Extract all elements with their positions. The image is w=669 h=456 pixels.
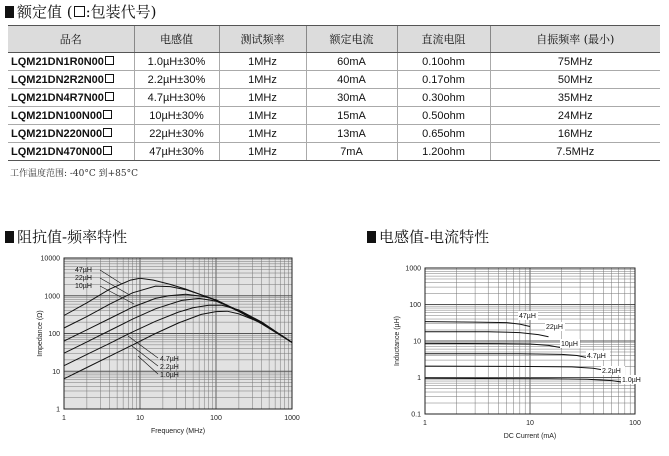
series-label: 22µH bbox=[546, 324, 563, 331]
cell-text: 35MHz bbox=[557, 91, 593, 104]
table-cell bbox=[134, 53, 219, 71]
series-label: 2.2µH bbox=[160, 364, 179, 371]
section-title-impedance bbox=[5, 226, 127, 247]
series-label: 47µH bbox=[75, 267, 92, 274]
table-cell bbox=[219, 89, 306, 107]
ratings-title-suffix: :包装代号) bbox=[85, 3, 157, 21]
y-axis-label: Impedance (Ω) bbox=[37, 310, 44, 357]
part-number-cell bbox=[8, 53, 134, 71]
series-label: 1.0µH bbox=[160, 372, 179, 379]
table-cell bbox=[134, 71, 219, 89]
column-header: 测试频率 bbox=[219, 26, 306, 53]
package-code-square bbox=[103, 146, 112, 155]
section-marker bbox=[5, 6, 14, 18]
cell-text: 4.7µH±30% bbox=[147, 91, 206, 104]
part-number-cell bbox=[8, 125, 134, 143]
cell-text: 1MHz bbox=[248, 145, 277, 158]
cell-text: 50MHz bbox=[557, 73, 593, 86]
cell-text: 0.50ohm bbox=[422, 109, 465, 122]
cell-text: 75MHz bbox=[557, 55, 593, 68]
section-marker bbox=[367, 231, 376, 243]
part-number-cell bbox=[8, 71, 134, 89]
cell-text: 24MHz bbox=[557, 109, 593, 122]
column-header: 电感值 bbox=[134, 26, 219, 53]
y-tick-label: 0.1 bbox=[411, 411, 421, 419]
cell-text: 40mA bbox=[337, 73, 366, 86]
table-row bbox=[8, 71, 660, 89]
table-cell bbox=[306, 107, 397, 125]
package-code-square bbox=[74, 6, 85, 17]
y-axis-label: Inductance (µH) bbox=[394, 316, 401, 366]
table-cell bbox=[397, 107, 490, 125]
package-code-square bbox=[105, 92, 114, 101]
cell-text: 30mA bbox=[337, 91, 366, 104]
cell-text: 2.2µH±30% bbox=[147, 73, 206, 86]
x-tick-label: 1 bbox=[62, 415, 66, 422]
series-label: 4.7µH bbox=[587, 353, 606, 360]
package-code-square bbox=[105, 74, 114, 83]
table-cell bbox=[490, 107, 660, 125]
table-cell bbox=[219, 107, 306, 125]
impedance-title: 阻抗值-频率特性 bbox=[17, 228, 128, 246]
part-number-cell bbox=[8, 89, 134, 107]
series-label: 10µH bbox=[75, 283, 92, 290]
cell-text: 1MHz bbox=[248, 73, 277, 86]
table-cell bbox=[397, 71, 490, 89]
series-label: 1.0µH bbox=[622, 377, 641, 384]
part-number-cell bbox=[8, 107, 134, 125]
y-tick-label: 10 bbox=[413, 338, 421, 346]
table-row bbox=[8, 107, 660, 125]
cell-text: LQM21DN4R7N00 bbox=[11, 91, 104, 104]
series-label: 4.7µH bbox=[160, 356, 179, 363]
cell-text: 0.65ohm bbox=[422, 127, 465, 140]
x-tick-label: 1000 bbox=[284, 415, 300, 422]
x-tick-label: 100 bbox=[629, 420, 641, 427]
cell-text: 0.30ohm bbox=[422, 91, 465, 104]
cell-text: 0.17ohm bbox=[422, 73, 465, 86]
table-cell bbox=[219, 71, 306, 89]
inductance-current-chart bbox=[366, 254, 666, 454]
cell-text: 0.10ohm bbox=[422, 55, 465, 68]
table-body bbox=[8, 53, 660, 161]
table-cell bbox=[134, 125, 219, 143]
table-cell bbox=[490, 89, 660, 107]
package-code-square bbox=[103, 128, 112, 137]
cell-text: LQM21DN220N00 bbox=[11, 127, 103, 140]
table-cell bbox=[490, 125, 660, 143]
cell-text: 10µH±30% bbox=[149, 109, 204, 122]
table-cell bbox=[397, 89, 490, 107]
table-cell bbox=[306, 89, 397, 107]
x-axis-label: Frequency (MHz) bbox=[150, 428, 206, 435]
cell-text: LQM21DN1R0N00 bbox=[11, 55, 104, 68]
y-tick-label: 1 bbox=[417, 375, 421, 382]
y-tick-label: 10 bbox=[52, 368, 60, 376]
table-cell bbox=[219, 143, 306, 161]
table-cell bbox=[219, 53, 306, 71]
column-header: 品名 bbox=[8, 26, 134, 53]
series-label: 47µH bbox=[519, 313, 536, 320]
y-tick-label: 1000 bbox=[405, 265, 421, 273]
cell-text: 1.20ohm bbox=[422, 145, 465, 158]
x-tick-label: 1 bbox=[423, 420, 427, 427]
table-cell bbox=[490, 71, 660, 89]
x-axis-label: DC Current (mA) bbox=[503, 433, 557, 440]
table-header-row bbox=[8, 26, 660, 53]
cell-text: 1MHz bbox=[248, 127, 277, 140]
cell-text: LQM21DN470N00 bbox=[11, 145, 103, 158]
table-row bbox=[8, 53, 660, 71]
column-header: 直流电阻 bbox=[397, 26, 490, 53]
table-cell bbox=[397, 125, 490, 143]
cell-text: LQM21DN100N00 bbox=[11, 109, 103, 122]
series-label: 10µH bbox=[561, 341, 578, 348]
table-cell bbox=[306, 125, 397, 143]
impedance-frequency-chart bbox=[0, 250, 300, 450]
cell-text: 47µH±30% bbox=[149, 145, 204, 158]
section-title-inductance bbox=[367, 226, 489, 247]
x-tick-label: 10 bbox=[526, 420, 534, 427]
x-tick-label: 100 bbox=[210, 415, 222, 422]
package-code-square bbox=[105, 56, 114, 65]
cell-text: 1MHz bbox=[248, 55, 277, 68]
table-cell bbox=[306, 53, 397, 71]
table-cell bbox=[490, 143, 660, 161]
table-row bbox=[8, 89, 660, 107]
y-tick-label: 10000 bbox=[40, 255, 60, 263]
section-title-ratings bbox=[5, 1, 157, 22]
cell-text: 1MHz bbox=[248, 109, 277, 122]
cell-text: 16MHz bbox=[557, 127, 593, 140]
section-marker bbox=[5, 231, 14, 243]
y-tick-label: 100 bbox=[409, 302, 421, 309]
cell-text: 22µH±30% bbox=[149, 127, 204, 140]
ratings-title: 额定值 ( bbox=[17, 3, 73, 21]
cell-text: 1MHz bbox=[248, 91, 277, 104]
package-code-square bbox=[103, 110, 112, 119]
series-label: 22µH bbox=[75, 275, 92, 282]
y-tick-label: 1 bbox=[56, 406, 60, 414]
column-header: 额定电流 bbox=[306, 26, 397, 53]
table-cell bbox=[306, 71, 397, 89]
operating-temperature-note: 工作温度范围: -40°C 到+85°C bbox=[10, 169, 139, 179]
series-label: 2.2µH bbox=[602, 368, 621, 375]
cell-text: 13mA bbox=[337, 127, 366, 140]
table-cell bbox=[134, 143, 219, 161]
cell-text: 1.0µH±30% bbox=[147, 55, 206, 68]
y-tick-label: 1000 bbox=[44, 293, 60, 301]
cell-text: 15mA bbox=[337, 109, 366, 122]
x-tick-label: 10 bbox=[136, 415, 144, 422]
part-number-cell bbox=[8, 143, 134, 161]
cell-text: 7mA bbox=[340, 145, 363, 158]
cell-text: 7.5MHz bbox=[556, 145, 595, 158]
table-row bbox=[8, 125, 660, 143]
table-cell bbox=[306, 143, 397, 161]
y-tick-label: 100 bbox=[48, 331, 60, 338]
table-cell bbox=[134, 107, 219, 125]
cell-text: LQM21DN2R2N00 bbox=[11, 73, 104, 86]
table-cell bbox=[397, 53, 490, 71]
table-cell bbox=[490, 53, 660, 71]
table-cell bbox=[397, 143, 490, 161]
ratings-table bbox=[8, 25, 660, 161]
table-cell bbox=[219, 125, 306, 143]
column-header: 自振频率 (最小) bbox=[490, 26, 660, 53]
cell-text: 60mA bbox=[337, 55, 366, 68]
table-cell bbox=[134, 89, 219, 107]
table-row bbox=[8, 143, 660, 161]
inductance-title: 电感值-电流特性 bbox=[379, 228, 490, 246]
